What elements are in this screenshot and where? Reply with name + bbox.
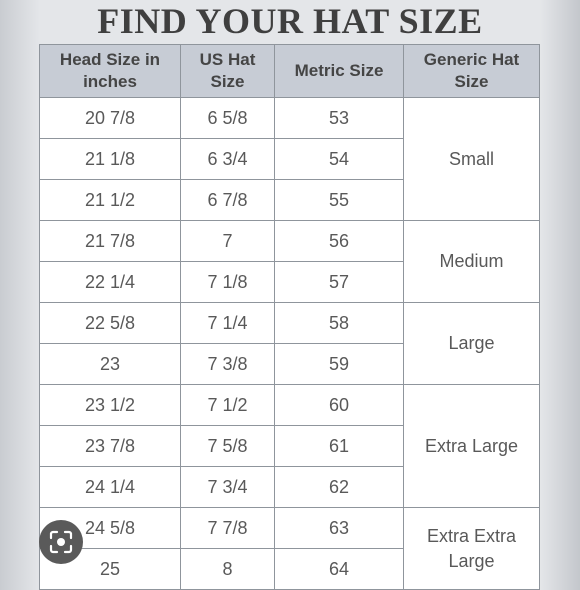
us-size-cell: 7 7/8	[181, 508, 275, 549]
metric-size-cell: 55	[275, 180, 404, 221]
lens-search-icon	[48, 529, 74, 555]
head-size-cell: 21 1/2	[40, 180, 181, 221]
generic-size-cell: Extra Large	[404, 385, 540, 508]
us-size-cell: 7	[181, 221, 275, 262]
metric-size-cell: 62	[275, 467, 404, 508]
metric-size-cell: 57	[275, 262, 404, 303]
head-size-cell: 23 1/2	[40, 385, 181, 426]
generic-size-cell: Small	[404, 98, 540, 221]
us-size-cell: 8	[181, 549, 275, 590]
metric-size-cell: 61	[275, 426, 404, 467]
table-header-row	[40, 45, 540, 98]
metric-size-cell: 60	[275, 385, 404, 426]
head-size-cell: 24 1/4	[40, 467, 181, 508]
head-size-cell: 21 1/8	[40, 139, 181, 180]
head-size-cell: 20 7/8	[40, 98, 181, 139]
metric-size-cell: 53	[275, 98, 404, 139]
metric-size-cell: 59	[275, 344, 404, 385]
header-generic-size: Generic Hat Size	[404, 45, 540, 98]
lens-search-button[interactable]	[39, 520, 83, 564]
head-size-cell: 22 1/4	[40, 262, 181, 303]
us-size-cell: 7 5/8	[181, 426, 275, 467]
us-size-cell: 6 7/8	[181, 180, 275, 221]
generic-size-cell: Extra Extra Large	[404, 508, 540, 590]
head-size-cell: 23 7/8	[40, 426, 181, 467]
table-row	[40, 221, 540, 262]
generic-size-cell: Medium	[404, 221, 540, 303]
metric-size-cell: 58	[275, 303, 404, 344]
head-size-cell: 22 5/8	[40, 303, 181, 344]
us-size-cell: 7 3/4	[181, 467, 275, 508]
us-size-cell: 7 1/2	[181, 385, 275, 426]
table-row	[40, 303, 540, 344]
head-size-cell: 21 7/8	[40, 221, 181, 262]
metric-size-cell: 64	[275, 549, 404, 590]
table-row	[40, 385, 540, 426]
us-size-cell: 7 1/4	[181, 303, 275, 344]
header-us-size: US Hat Size	[181, 45, 275, 98]
head-size-cell: 24 5/8	[40, 508, 181, 549]
us-size-cell: 7 1/8	[181, 262, 275, 303]
us-size-cell: 6 5/8	[181, 98, 275, 139]
us-size-cell: 7 3/8	[181, 344, 275, 385]
page-title: FIND YOUR HAT SIZE	[97, 1, 483, 41]
us-size-cell: 6 3/4	[181, 139, 275, 180]
header-head-size: Head Size in inches	[40, 45, 181, 98]
metric-size-cell: 56	[275, 221, 404, 262]
hat-size-table	[39, 44, 540, 590]
generic-size-cell: Large	[404, 303, 540, 385]
table-row	[40, 98, 540, 139]
table-row	[40, 508, 540, 549]
head-size-cell: 25	[40, 549, 181, 590]
header-metric-size: Metric Size	[275, 45, 404, 98]
head-size-cell: 23	[40, 344, 181, 385]
metric-size-cell: 63	[275, 508, 404, 549]
metric-size-cell: 54	[275, 139, 404, 180]
